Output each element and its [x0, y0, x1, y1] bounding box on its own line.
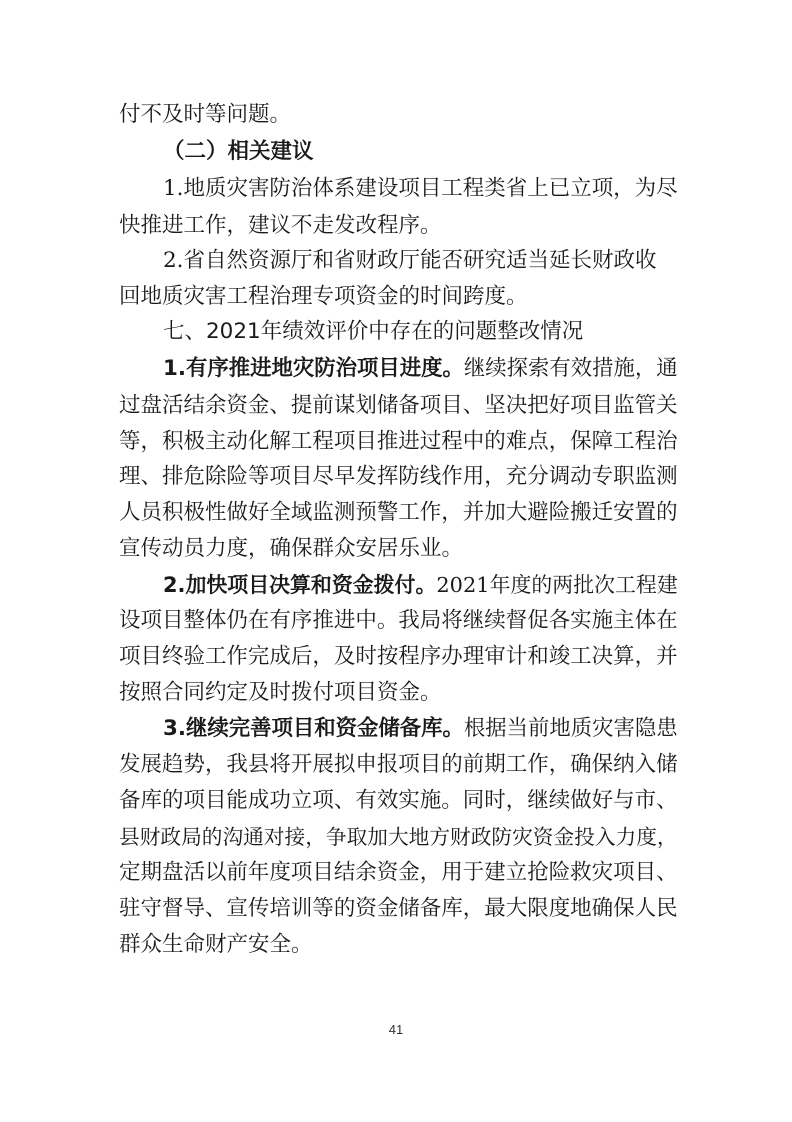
text-line-4 — [119, 211, 792, 241]
text-line-22 — [119, 858, 792, 888]
line-text: 设项目整体仍在有序推进中。我局将继续督促各实施主体在 — [119, 608, 678, 633]
section-heading-2021-rectification — [163, 317, 792, 347]
line-text: 付不及时等问题。 — [119, 102, 292, 127]
line-text: 继续探索有效措施，通 — [463, 356, 678, 381]
line-text: 快推进工作，建议不走发改程序。 — [119, 213, 442, 238]
text-line-16 — [119, 642, 792, 672]
line-text: 宣传动员力度，确保群众安居乐业。 — [119, 536, 464, 561]
line-text: 群众生命财产安全。 — [119, 932, 313, 957]
line-text: 理、排危除险等项目尽早发挥防线作用，充分调动专职监测 — [119, 464, 678, 489]
text-line-24 — [119, 930, 792, 960]
text-line-14 — [163, 570, 792, 600]
line-text: 按照合同约定及时拨付项目资金。 — [119, 680, 442, 705]
text-line-5 — [163, 246, 792, 276]
text-line-1 — [119, 100, 792, 130]
text-line-13 — [119, 534, 792, 564]
line-text: 驻守督导、宣传培训等的资金储备库，最大限度地确保人民 — [119, 896, 678, 921]
text-line-10 — [119, 427, 792, 457]
text-line-8 — [163, 354, 792, 384]
text-line-6 — [119, 282, 792, 312]
line-text: 定期盘活以前年度项目结余资金，用于建立抢险救灾项目、 — [119, 860, 678, 885]
section-heading-related-suggestions — [163, 137, 792, 167]
paragraph-lead-bold: 3.继续完善项目和资金储备库。 — [163, 716, 464, 741]
text-line-21 — [119, 822, 792, 852]
text-line-3 — [163, 174, 792, 204]
line-text: 2021年度的两批次工程建 — [436, 573, 678, 597]
text-line-9 — [119, 391, 792, 421]
line-text: 过盘活结余资金、提前谋划储备项目、坚决把好项目监管关 — [119, 393, 678, 418]
line-text: 人员积极性做好全域监测预警工作，并加大避险搬迁安置的 — [119, 500, 678, 525]
line-text: 备库的项目能成功立项、有效实施。同时，继续做好与市、 — [119, 788, 678, 813]
line-text: 等，积极主动化解工程项目推进过程中的难点，保障工程治 — [119, 429, 678, 454]
text-line-15 — [119, 606, 792, 636]
line-text: 2.省自然资源厅和省财政厅能否研究适当延长财政收 — [163, 248, 657, 273]
line-text: 发展趋势，我县将开展拟申报项目的前期工作，确保纳入储 — [119, 752, 678, 777]
text-line-20 — [119, 786, 792, 816]
line-text: 县财政局的沟通对接，争取加大地方财政防灾资金投入力度， — [119, 825, 678, 849]
page-number: 41 — [388, 1022, 404, 1037]
text-line-11 — [119, 462, 792, 492]
line-text: 回地质灾害工程治理专项资金的时间跨度。 — [119, 284, 528, 309]
line-text: 根据当前地质灾害隐患 — [463, 716, 678, 741]
text-line-12 — [119, 498, 792, 528]
line-text: （二）相关建议 — [163, 139, 314, 164]
text-line-23 — [119, 894, 792, 924]
text-line-17 — [119, 678, 792, 708]
text-line-18 — [163, 714, 792, 744]
paragraph-lead-bold: 2.加快项目决算和资金拨付。 — [163, 573, 437, 597]
line-text: 1.地质灾害防治体系建设项目工程类省上已立项，为尽 — [163, 176, 678, 201]
line-text: 七、2021年绩效评价中存在的问题整改情况 — [163, 319, 584, 344]
line-text: 项目终验工作完成后，及时按程序办理审计和竣工决算，并 — [119, 644, 678, 669]
text-line-19 — [119, 750, 792, 780]
paragraph-lead-bold: 1.有序推进地灾防治项目进度。 — [163, 356, 464, 381]
